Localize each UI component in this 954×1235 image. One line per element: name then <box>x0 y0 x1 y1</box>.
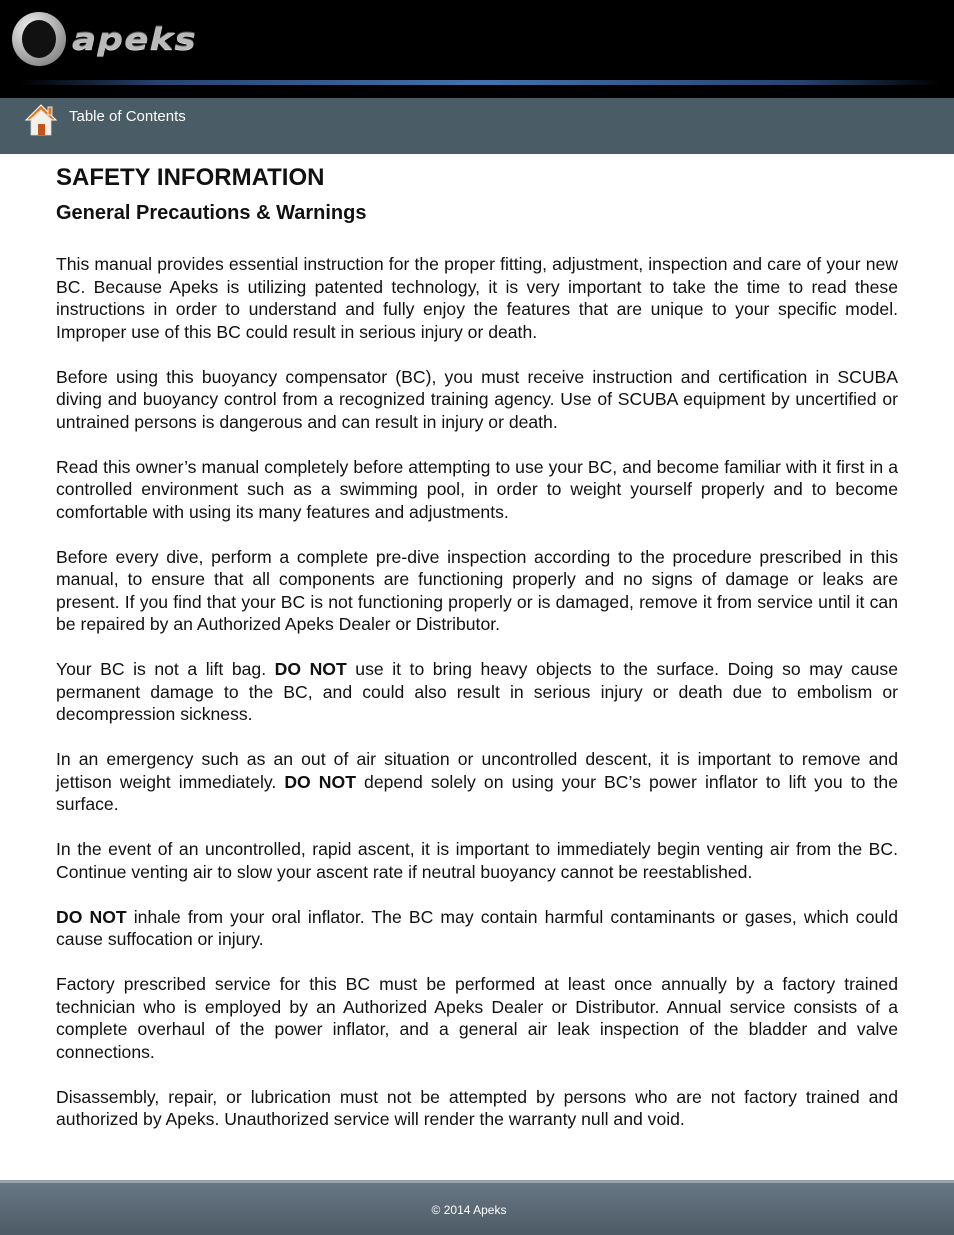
header-glow-divider <box>20 80 940 85</box>
page-title: SAFETY INFORMATION <box>56 164 325 191</box>
paragraph: This manual provides essential instruction for the proper fitting, adjustment, inspection and care of your new BC. Because Apeks is utilizing patented technology, it is very important to take the time to read these instructions in order to understand and fully enjoy the features that are unique to your specific model. Improper use of this BC could result in serious injury or death. <box>56 254 898 342</box>
copyright-text: © 2014 Apeks <box>431 1203 507 1217</box>
main-content <box>56 162 898 1153</box>
nav-bar <box>0 98 954 154</box>
page-footer <box>0 1180 954 1235</box>
warning-emphasis: DO NOT <box>284 771 356 792</box>
app-header <box>0 0 954 98</box>
warning-emphasis: DO NOT <box>56 906 127 927</box>
logo-mark <box>12 12 66 66</box>
paragraph: DO NOT inhale from your oral inflator. The BC may contain harmful contaminants or gases, which could cause suffocation or injury. <box>56 906 898 949</box>
paragraph: Factory prescribed service for this BC must be performed at least once annually by a factory trained technician who is employed by an Authorized Apeks Dealer or Distributor. Annual service consists of a complete overhaul of the power inflator, and a general air leak inspection of the bladder and valve connections. <box>56 974 898 1062</box>
paragraph: In the event of an uncontrolled, rapid ascent, it is important to immediately begin venting air from the BC. Continue venting air to slow your ascent rate if neutral buoyancy cannot be reestablished. <box>56 839 898 882</box>
paragraph: Disassembly, repair, or lubrication must not be attempted by persons who are not factory trained and authorized by Apeks. Unauthorized service will render the warranty null and void. <box>56 1086 898 1129</box>
paragraph: In an emergency such as an out of air situation or uncontrolled descent, it is important to remove and jettison weight immediately. DO NOT depend solely on using your BC’s power inflator to lift you to the surface. <box>56 749 898 814</box>
apeks-logo-icon <box>12 8 244 70</box>
home-icon[interactable] <box>24 103 58 137</box>
logo-wordmark: apeks <box>72 21 197 57</box>
warning-emphasis: DO NOT <box>274 659 347 679</box>
paragraph: Before every dive, perform a complete pre-dive inspection according to the procedure prescribed in this manual, to ensure that all components are functioning properly and no signs of damage or leaks are present. If you find that your BC is not functioning properly or is damaged, remove it from service until it can be repaired by an Authorized Apeks Dealer or Distributor. <box>56 546 898 634</box>
table-of-contents-link[interactable]: Table of Contents <box>69 108 186 125</box>
paragraph-list <box>56 253 898 1131</box>
paragraph: Before using this buoyancy compensator (BC), you must receive instruction and certification in SCUBA diving and buoyancy control from a recognized training agency. Use of SCUBA equipment by uncertified or untrained persons is dangerous and can result in injury or death. <box>56 366 898 432</box>
paragraph: Your BC is not a lift bag. DO NOT use it to bring heavy objects to the surface. Doing so may cause permanent damage to the BC, and could also result in serious injury or death due to embolism or decompression sickness. <box>56 659 898 724</box>
page-subtitle: General Precautions & Warnings <box>56 202 367 224</box>
paragraph: Read this owner’s manual completely before attempting to use your BC, and become familiar with it first in a controlled environment such as a swimming pool, in order to weight yourself properly and to become comfortable with using its many features and adjustments. <box>56 456 898 522</box>
